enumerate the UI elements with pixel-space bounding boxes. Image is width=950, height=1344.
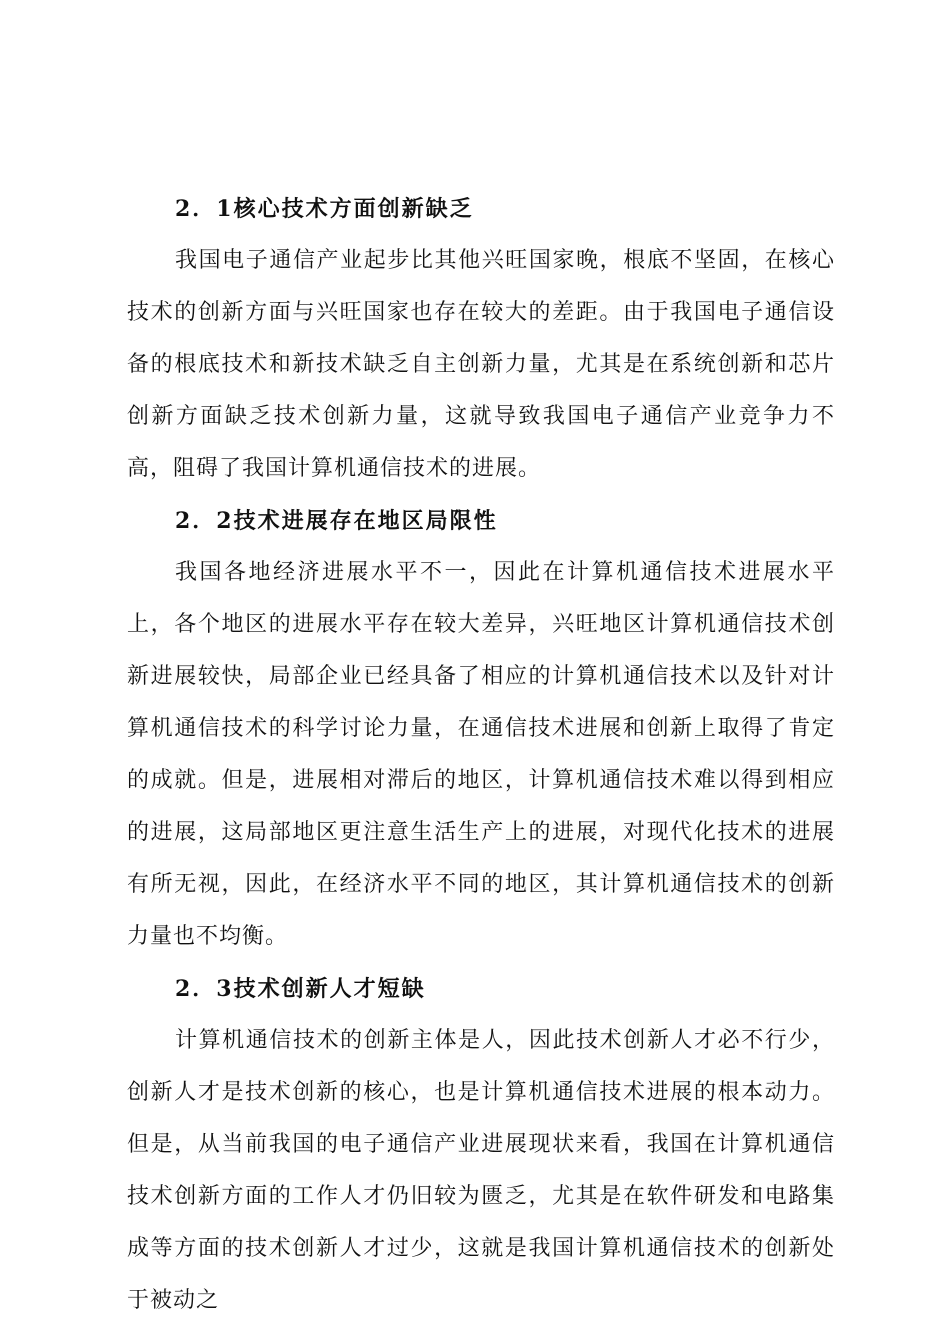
section-paragraph-2-3: 计算机通信技术的创新主体是人，因此技术创新人才必不行少，创新人才是技术创新的核心，也是计算机通信技术进展的根本动力。但是，从当前我国的电子通信产业进展现状来看，我国在计算机通信技术创新方面的工作人才仍旧较为匮乏，尤其是在软件研发和电路集成等方面的技术创新人才过少，这就是我国计算机通信技术的创新处于被动之 [127, 1028, 835, 1313]
section-heading-2-2: 2．2技术进展存在地区局限性 [175, 508, 498, 534]
section-heading-2-3: 2．3技术创新人才短缺 [175, 976, 426, 1002]
section-paragraph-2-2: 我国各地经济进展水平不一，因此在计算机通信技术进展水平上，各个地区的进展水平存在较大差异，兴旺地区计算机通信技术创新进展较快，局部企业已经具备了相应的计算机通信技术以及针对计算机通信技术的科学讨论力量，在通信技术进展和创新上取得了肯定的成就。但是，进展相对滞后的地区，计算机通信技术难以得到相应的进展，这局部地区更注意生活生产上的进展，对现代化技术的进展有所无视，因此，在经济水平不同的地区，其计算机通信技术的创新力量也不均衡。 [127, 560, 835, 949]
section-heading-2-1: 2．1核心技术方面创新缺乏 [175, 196, 474, 222]
section-paragraph-2-1: 我国电子通信产业起步比其他兴旺国家晚，根底不坚固，在核心技术的创新方面与兴旺国家也存在较大的差距。由于我国电子通信设备的根底技术和新技术缺乏自主创新力量，尤其是在系统创新和芯片创新方面缺乏技术创新力量，这就导致我国电子通信产业竞争力不高，阻碍了我国计算机通信技术的进展。 [127, 248, 835, 481]
document-body [127, 183, 835, 1327]
